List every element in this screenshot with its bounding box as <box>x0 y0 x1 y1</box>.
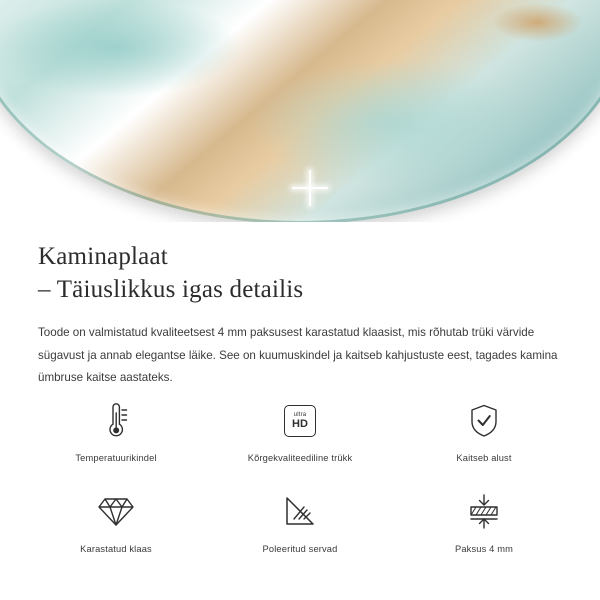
thickness-icon <box>466 489 502 535</box>
feature-grid <box>0 398 600 554</box>
ultra-hd-icon <box>284 398 316 444</box>
hero-product-image <box>0 0 600 222</box>
shield-check-icon <box>468 398 500 444</box>
text-content <box>0 222 600 390</box>
ultra-hd-badge-top: ultra <box>293 412 307 418</box>
thermometer-icon <box>101 398 131 444</box>
page-title <box>0 222 600 306</box>
diamond-icon <box>97 489 135 535</box>
round-glass-plate-image <box>0 0 600 222</box>
headline-line-1: Kaminaplaat <box>38 243 168 270</box>
feature-item-tempered-glass <box>24 489 208 554</box>
feature-label: Karastatud klaas <box>80 544 152 554</box>
ultra-hd-badge-bottom: HD <box>292 418 308 430</box>
feature-label: Poleeritud servad <box>262 544 338 554</box>
feature-label: Kaitseb alust <box>456 453 512 463</box>
feature-item-print-quality <box>208 398 392 463</box>
feature-item-protects-base <box>392 398 576 463</box>
polished-edges-icon <box>282 489 318 535</box>
feature-label: Paksus 4 mm <box>455 544 513 554</box>
feature-item-thickness <box>392 489 576 554</box>
feature-label: Temperatuurikindel <box>75 453 157 463</box>
headline-line-2: – Täiuslikkus igas detailis <box>38 276 304 303</box>
description-paragraph: Toode on valmistatud kvaliteetsest 4 mm paksusest karastatud klaasist, mis rõhutab trüki värvide sügavust ja annab elegantse läike. See on kuumuskindel ja kaitseb kahjustuste eest, tagades kamina ümbruse kaitse aastateks. <box>38 326 558 385</box>
feature-item-temperature <box>24 398 208 463</box>
feature-label: Kõrgekvaliteediline trükk <box>247 453 353 463</box>
feature-item-polished-edges <box>208 489 392 554</box>
